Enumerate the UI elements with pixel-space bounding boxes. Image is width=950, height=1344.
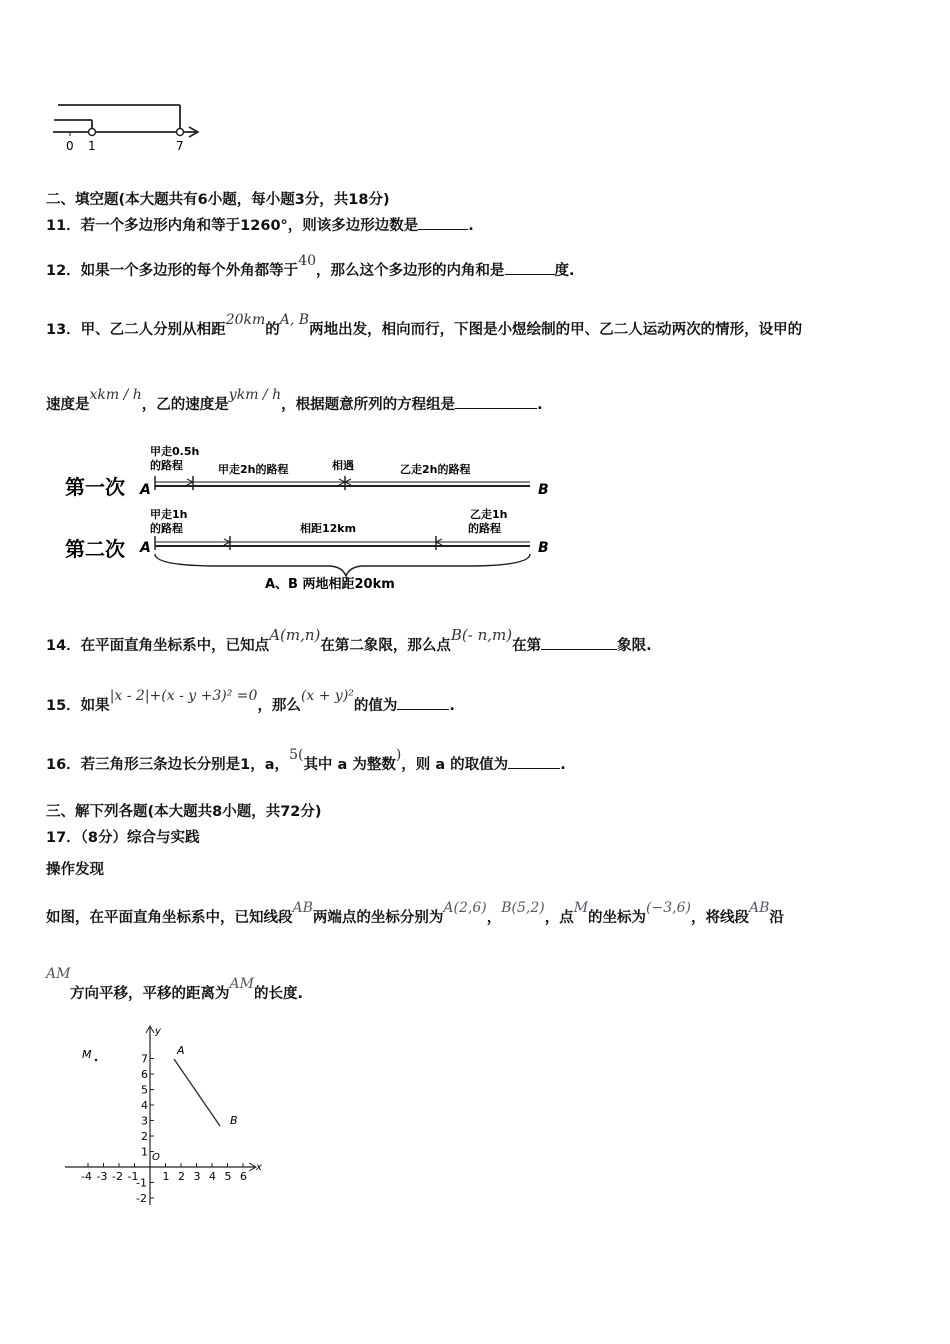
- origin-label: O: [152, 1152, 160, 1163]
- question-14: 14．在平面直角坐标系中，已知点A(m,n)在第二象限，那么点B(- n,m)在第 象限.: [46, 626, 652, 654]
- r2-seg3b: 的路程: [468, 522, 501, 535]
- r1-seg3: 相遇: [332, 459, 354, 472]
- r1-seg1b: 的路程: [150, 459, 183, 472]
- question-17-line-1: 如图，在平面直角坐标系中，已知线段AB两端点的坐标分别为A(2,6)，B(5,2)，点M的坐标为(−3,6)，将线段AB沿: [46, 900, 784, 926]
- tick-7: 7: [176, 139, 184, 153]
- y-tick-label: 6: [141, 1068, 148, 1081]
- r2-seg1: 甲走1h: [150, 508, 188, 521]
- x-tick-label: -2: [112, 1170, 123, 1183]
- x-axis-label: x: [256, 1162, 262, 1173]
- r2-seg1b: 的路程: [150, 522, 183, 535]
- r2-seg2: 相距12km: [300, 522, 357, 535]
- y-tick-label: 7: [141, 1052, 148, 1066]
- answer-blank: [397, 697, 449, 710]
- answer-blank: [418, 217, 468, 230]
- answer-blank: [508, 756, 560, 769]
- question-17-title: 17．（8分）综合与实践: [46, 830, 200, 846]
- y-axis-label: y: [155, 1026, 161, 1037]
- y-tick-label: 2: [141, 1130, 148, 1143]
- section-2-heading: 二、填空题(本大题共有6小题，每小题3分，共18分): [46, 192, 390, 208]
- answer-blank: [505, 262, 555, 275]
- question-15: 15．如果|x - 2|+(x - y +3)² =0，那么(x + y)²的值为 .: [46, 688, 455, 714]
- x-tick-label: 1: [162, 1170, 170, 1183]
- point-a-label: A: [177, 1044, 185, 1057]
- x-tick-label: -1: [127, 1170, 139, 1183]
- bottom-caption: A、B 两地相距20km: [265, 577, 395, 592]
- x-tick-label: -4: [81, 1170, 92, 1183]
- x-tick-label: 4: [209, 1170, 216, 1183]
- y-tick-label: -1: [136, 1176, 147, 1190]
- r1-seg4: 乙走2h的路程: [400, 463, 471, 476]
- x-tick-label: -3: [96, 1170, 108, 1183]
- question-13-line-2: 速度是xkm / h，乙的速度是ykm / h，根据题意所列的方程组是 .: [46, 387, 543, 413]
- coordinate-plane: [60, 1022, 270, 1207]
- x-tick-label: 6: [240, 1170, 247, 1183]
- r1-seg1: 甲走0.5h: [150, 445, 200, 458]
- y-tick-label: -2: [136, 1192, 147, 1205]
- answer-blank: [541, 637, 617, 650]
- question-17-line-2: 方向平移，平移的距离为AM的长度.: [70, 976, 303, 1002]
- row2-point-b: B: [538, 540, 549, 556]
- y-tick-label: 5: [141, 1083, 148, 1097]
- y-tick-label: 4: [141, 1099, 148, 1112]
- row1-point-a: A: [140, 482, 151, 498]
- x-tick-label: 2: [178, 1170, 185, 1183]
- question-17-subtitle: 操作发现: [46, 862, 104, 878]
- question-11: 11．若一个多边形内角和等于1260°，则该多边形边数是 .: [46, 218, 474, 234]
- row2-label: 第二次: [65, 537, 125, 561]
- y-tick-label: 1: [141, 1145, 148, 1159]
- row1-point-b: B: [538, 482, 549, 498]
- question-13-line-1: 13．甲、乙二人分别从相距20km的A, B两地出发，相向而行，下图是小煜绘制的甲、乙二人运动两次的情形，设甲的: [46, 312, 803, 338]
- row2-point-a: A: [140, 540, 151, 556]
- r1-seg2: 甲走2h的路程: [218, 463, 289, 476]
- question-16: 16．若三角形三条边长分别是1，a，5(其中 a 为整数)，则 a 的取值为 .: [46, 747, 566, 773]
- number-line-figure: [48, 95, 208, 157]
- answer-blank: [455, 396, 537, 409]
- tick-1: 1: [88, 139, 96, 153]
- row1-label: 第一次: [65, 475, 125, 499]
- travel-diagram: [60, 438, 580, 598]
- section-3-heading: 三、解下列各题(本大题共8小题，共72分): [46, 804, 322, 820]
- r2-seg3: 乙走1h: [470, 508, 508, 521]
- question-17-line-2-prefix: AM: [46, 966, 71, 982]
- point-b-label: B: [230, 1114, 238, 1127]
- tick-0: 0: [66, 139, 74, 153]
- question-12: 12．如果一个多边形的每个外角都等于40，那么这个多边形的内角和是 度.: [46, 253, 575, 279]
- point-m-label: M: [82, 1048, 92, 1061]
- point-m: [95, 1059, 98, 1062]
- x-tick-label: 3: [193, 1170, 201, 1183]
- y-tick-label: 3: [141, 1114, 148, 1128]
- x-tick-label: 5: [224, 1170, 232, 1183]
- segment-ab: [174, 1059, 220, 1126]
